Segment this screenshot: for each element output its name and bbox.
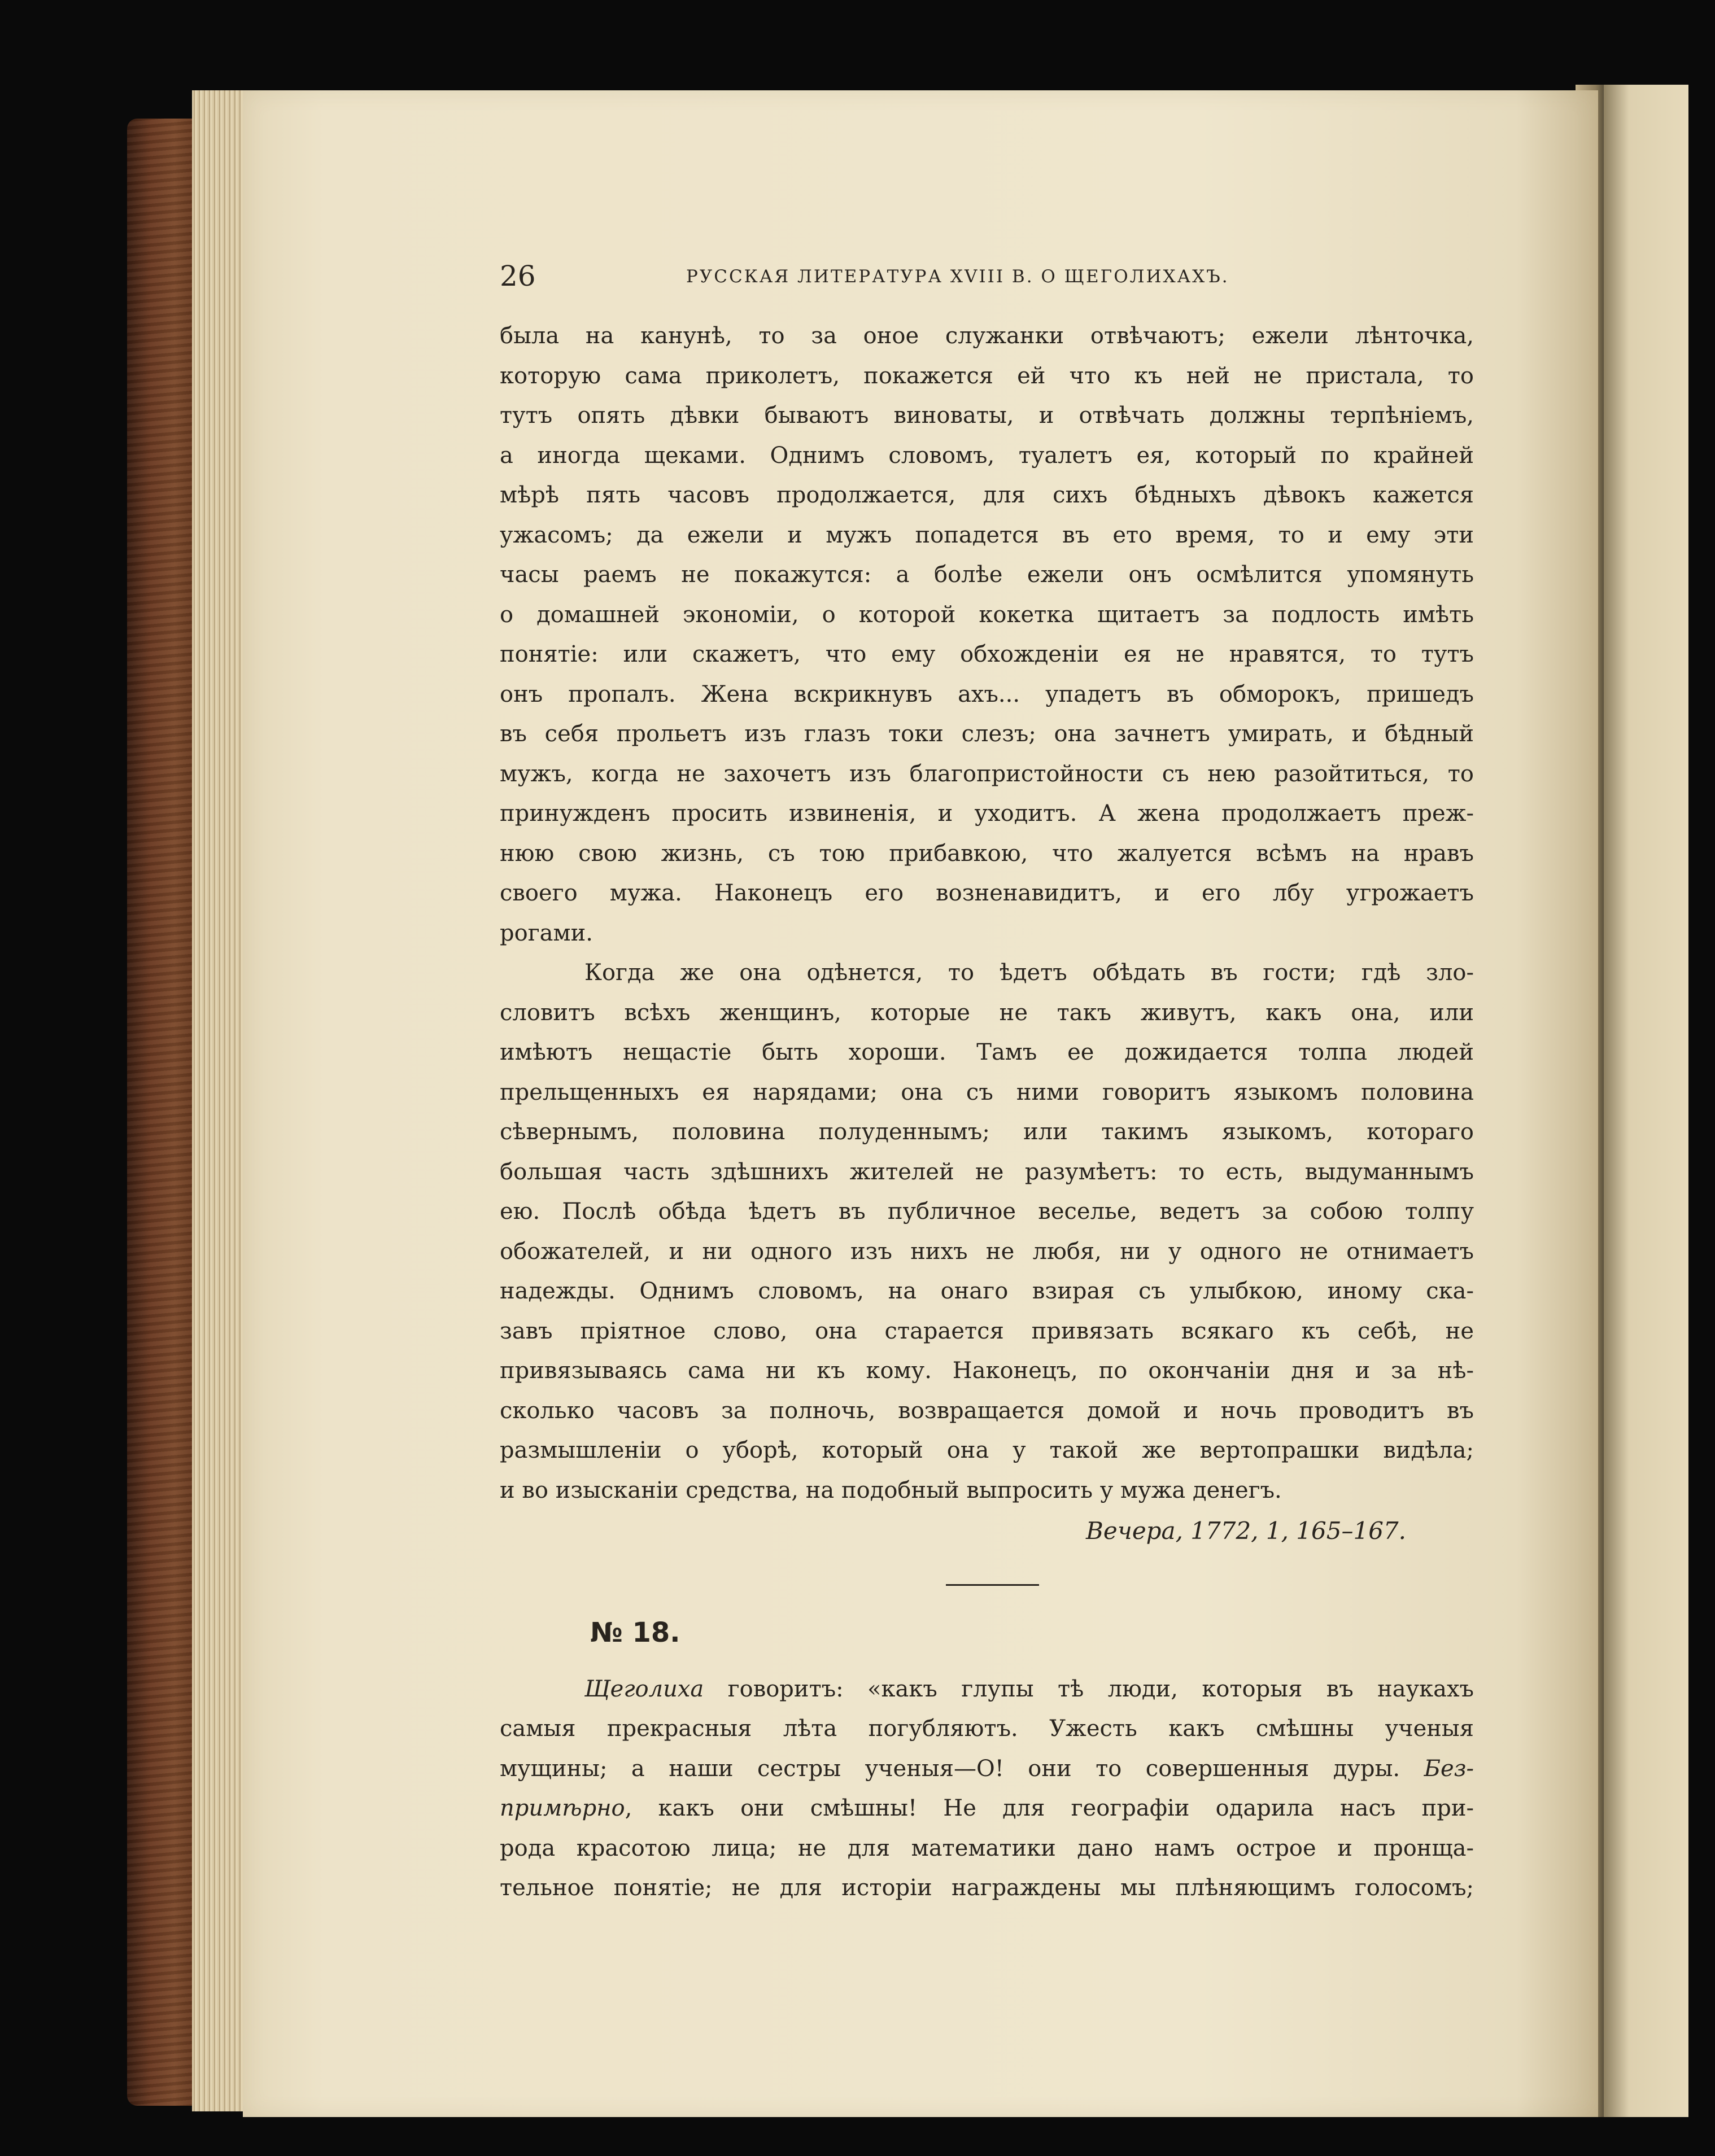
text-line: рода красотою лица; не для математики дано намъ острое и пронща- (500, 1835, 1474, 1861)
text-line: и во изысканіи средства, на подобный выпросить у мужа денегъ. (500, 1477, 1282, 1503)
text-line: нюю свою жизнь, съ тою прибавкою, что жалуется всѣмъ на нравъ (500, 840, 1474, 867)
text-line: обожателей, и ни одного изъ нихъ не любя, ни у одного не отнимаетъ (500, 1238, 1474, 1265)
text-line (500, 1788, 1474, 1829)
text-line: большая часть здѣшнихъ жителей не разумѣетъ: то есть, выдуманнымъ (500, 1158, 1474, 1185)
text-line: ужасомъ; да ежели и мужъ попадется въ ето время, то и ему эти (500, 522, 1474, 548)
text-line: прельщенныхъ ея нарядами; она съ ними говоритъ языкомъ половина (500, 1079, 1474, 1105)
text-line: самыя прекрасныя лѣта погубляютъ. Ужесть какъ смѣшны ученыя (500, 1716, 1474, 1742)
text-line: о домашней экономіи, о которой кокетка щитаетъ за подлость имѣть (500, 601, 1474, 628)
facing-page-edge (1604, 85, 1688, 2117)
text-line: размышленіи о уборѣ, который она у такой же вертопрашки видѣла; (500, 1437, 1474, 1463)
text-span: , какъ они смѣшны! Не для географіи одарила насъ при- (625, 1795, 1474, 1821)
text-span: мущины; а наши сестры ученыя—О! они то совершенныя дуры. (500, 1755, 1400, 1782)
text-line: словитъ всѣхъ женщинъ, которые не такъ живутъ, какъ она, или (500, 999, 1474, 1026)
text-line (500, 1749, 1474, 1789)
section-heading: № 18. (590, 1616, 680, 1648)
text-line: Когда же она одѣнется, то ѣдетъ обѣдать въ гости; гдѣ зло- (584, 960, 1474, 986)
text-line: которую сама приколетъ, покажется ей что къ ней не пристала, то (500, 362, 1474, 389)
text-line: ею. Послѣ обѣда ѣдетъ въ публичное веселье, ведетъ за собою толпу (500, 1199, 1474, 1224)
paragraph-2 (500, 953, 1474, 1510)
italic-word: Без- (1400, 1755, 1474, 1782)
text-line: была на канунѣ, то за оное служанки отвѣчаютъ; ежели лѣнточка, (500, 323, 1474, 349)
text-line: мѣрѣ пять часовъ продолжается, для сихъ бѣдныхъ дѣвокъ кажется (500, 482, 1474, 508)
text-line: часы раемъ не покажутся: а болѣе ежели онъ осмѣлится упомянуть (500, 562, 1474, 588)
text-line: своего мужа. Наконецъ его возненавидитъ, и его лбу угрожаетъ (500, 880, 1474, 906)
text-line: онъ пропалъ. Жена вскрикнувъ ахъ... упадетъ въ обморокъ, пришедъ (500, 681, 1474, 707)
text-line (500, 1669, 1474, 1709)
text-line: тельное понятіе; не для исторіи награждены мы плѣняющимъ голосомъ; (500, 1875, 1474, 1901)
text-line: имѣютъ нещастіе быть хороши. Тамъ ее дожидается толпа людей (500, 1039, 1474, 1065)
text-line: сѣвернымъ, половина полуденнымъ; или такимъ языкомъ, котораго (500, 1119, 1474, 1145)
italic-word: примѣрно (500, 1795, 625, 1821)
source-citation: Вечера, 1772, 1, 165–167. (1085, 1517, 1406, 1545)
text-line: понятіе: или скажетъ, что ему обхожденіи ея не нравятся, то тутъ (500, 641, 1474, 667)
italic-word: Щеголиха (584, 1676, 704, 1702)
text-line: принужденъ просить извиненія, и уходитъ. А жена продолжаетъ преж- (500, 801, 1474, 826)
page-number: 26 (500, 260, 536, 292)
text-line: тутъ опять дѣвки бываютъ виноваты, и отвѣчать должны терпѣніемъ, (500, 403, 1474, 428)
text-line: сколько часовъ за полночь, возвращается домой и ночь проводитъ въ (500, 1397, 1474, 1424)
text-span: говоритъ: «какъ глупы тѣ люди, которыя въ наукахъ (704, 1676, 1474, 1702)
paragraph-1 (500, 316, 1474, 953)
text-line: рогами. (500, 920, 593, 946)
section-divider (946, 1584, 1039, 1586)
paragraph-3 (500, 1669, 1474, 1908)
text-line: завъ пріятное слово, она старается привязать всякаго къ себѣ, не (500, 1318, 1474, 1344)
text-line: въ себя прольетъ изъ глазъ токи слезъ; она зачнетъ умирать, и бѣдный (500, 721, 1474, 747)
page-header (500, 260, 1482, 299)
body-text (500, 316, 1474, 1908)
text-line: привязываясь сама ни къ кому. Наконецъ, по окончаніи дня и за нѣ- (500, 1358, 1474, 1384)
text-line: а иногда щеками. Однимъ словомъ, туалетъ ея, который по крайней (500, 442, 1474, 469)
running-head: РУССКАЯ ЛИТЕРАТУРА XVIII В. О ЩЕГОЛИХАХЪ. (686, 266, 1229, 287)
text-line: надежды. Однимъ словомъ, на онаго взирая съ улыбкою, иному ска- (500, 1278, 1474, 1304)
background-strip (1688, 85, 1715, 2117)
text-line: мужъ, когда не захочетъ изъ благопристойности съ нею разойтиться, то (500, 760, 1474, 787)
